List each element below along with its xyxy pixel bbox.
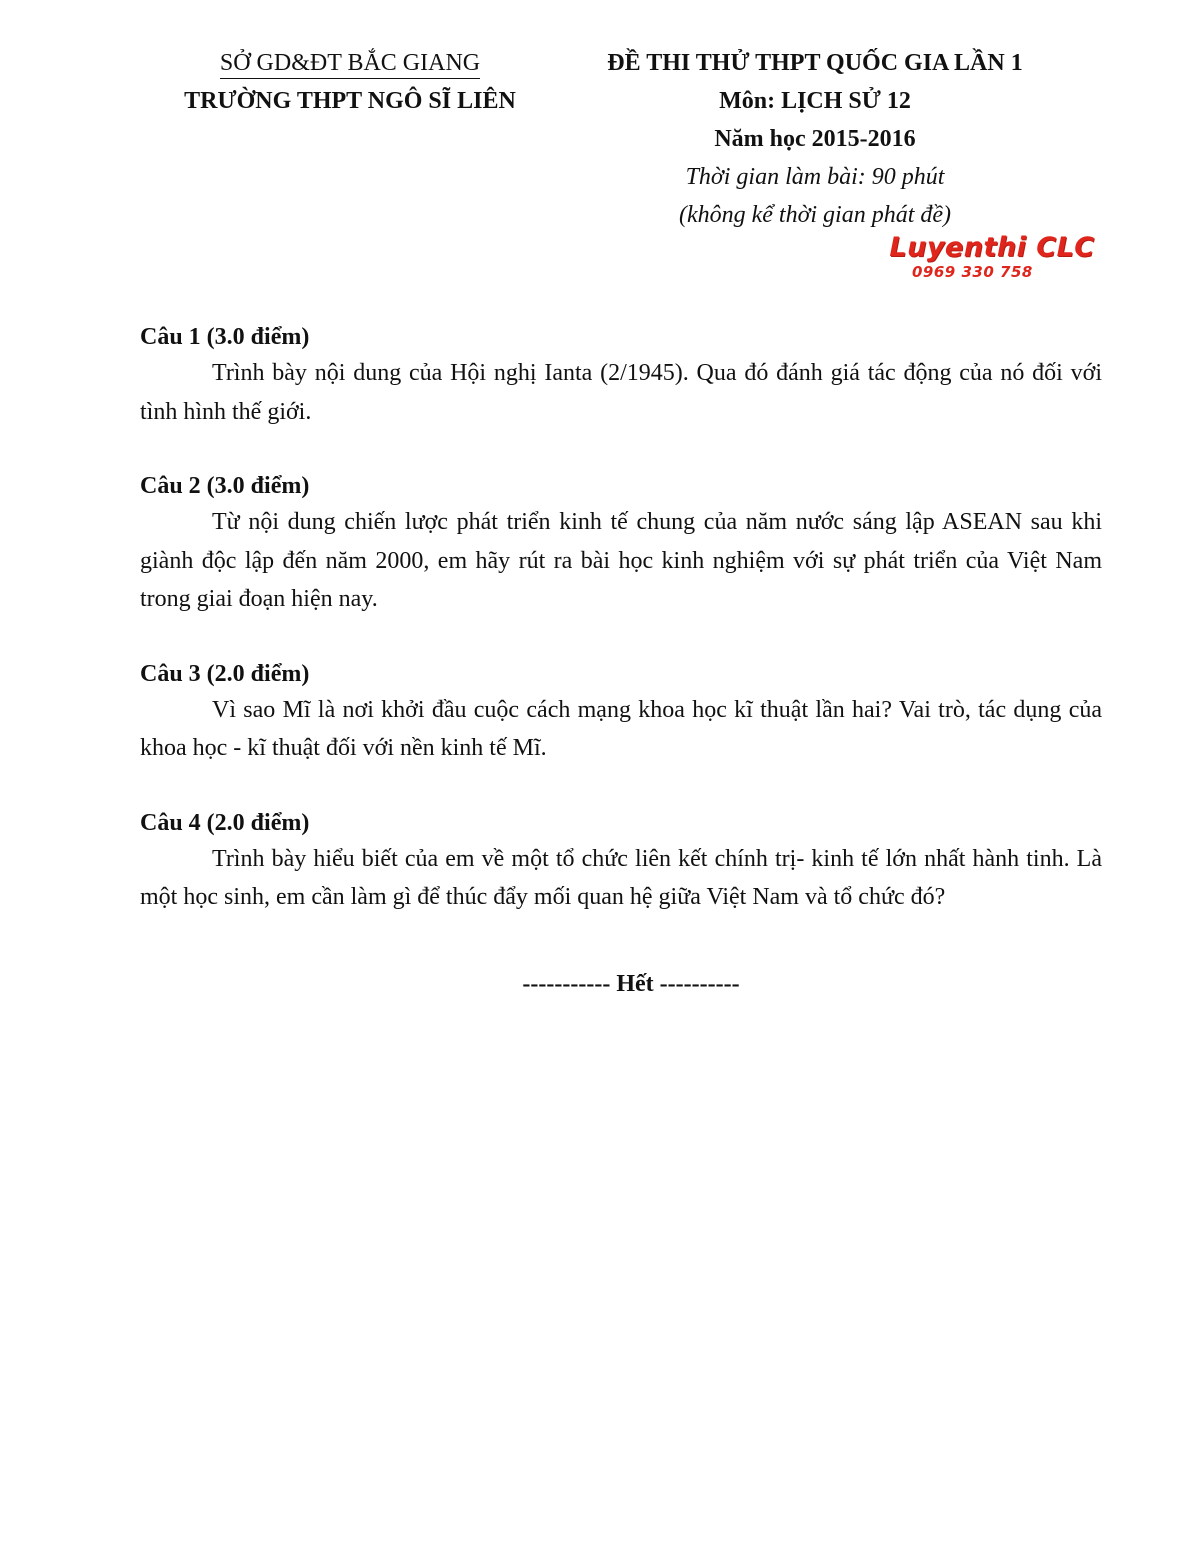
question-4 <box>140 806 1102 917</box>
question-body: Trình bày hiểu biết của em về một tổ chức liên kết chính trị- kinh tế lớn nhất hành tinh. Là một học sinh, em cần làm gì để thúc đẩy mối quan hệ giữa Việt Nam và tổ chức đó? <box>140 845 1102 910</box>
end-mark: ----------- Hết ---------- <box>522 971 740 997</box>
question-body: Từ nội dung chiến lược phát triển kinh tế chung của năm nước sáng lập ASEAN sau khi giành độc lập đến năm 2000, em hãy rút ra bài học kinh nghiệm với sự phát triển của Việt Nam trong giai đoạn hiện nay. <box>140 509 1102 612</box>
school-year: Năm học 2015-2016 <box>714 126 916 152</box>
question-body: Trình bày nội dung của Hội nghị Ianta (2/1945). Qua đó đánh giá tác động của nó đối với tình hình thế giới. <box>140 360 1102 425</box>
exam-title: ĐỀ THI THỬ THPT QUỐC GIA LẦN 1 <box>607 50 1023 76</box>
question-body: Vì sao Mĩ là nơi khởi đầu cuộc cách mạng khoa học kĩ thuật lần hai? Vai trò, tác dụng của khoa học - kĩ thuật đối với nền kinh tế Mĩ. <box>140 696 1102 761</box>
department-name-text: SỞ GD&ĐT BẮC GIANG <box>220 48 480 79</box>
stamp-phone: 0969 330 758 <box>912 263 1033 281</box>
question-title: Câu 2 (3.0 điểm) <box>140 473 310 499</box>
subject-line: Môn: LỊCH SỬ 12 <box>719 88 911 114</box>
question-list <box>140 320 1102 955</box>
question-1 <box>140 320 1102 431</box>
exam-duration: Thời gian làm bài: 90 phút <box>685 164 945 190</box>
header-right <box>560 44 1070 234</box>
department-name <box>140 44 560 82</box>
watermark-stamp <box>882 232 1102 280</box>
school-name: TRƯỜNG THPT NGÔ SĨ LIÊN <box>184 88 516 114</box>
duration-note: (không kể thời gian phát đề) <box>678 202 952 228</box>
question-title: Câu 4 (2.0 điểm) <box>140 809 310 836</box>
question-3 <box>140 657 1102 768</box>
question-title: Câu 1 (3.0 điểm) <box>140 324 310 350</box>
question-2 <box>140 469 1102 619</box>
header-left <box>140 44 560 120</box>
question-title: Câu 3 (2.0 điểm) <box>140 660 310 687</box>
stamp-brand: Luyenthi CLC <box>889 232 1095 263</box>
